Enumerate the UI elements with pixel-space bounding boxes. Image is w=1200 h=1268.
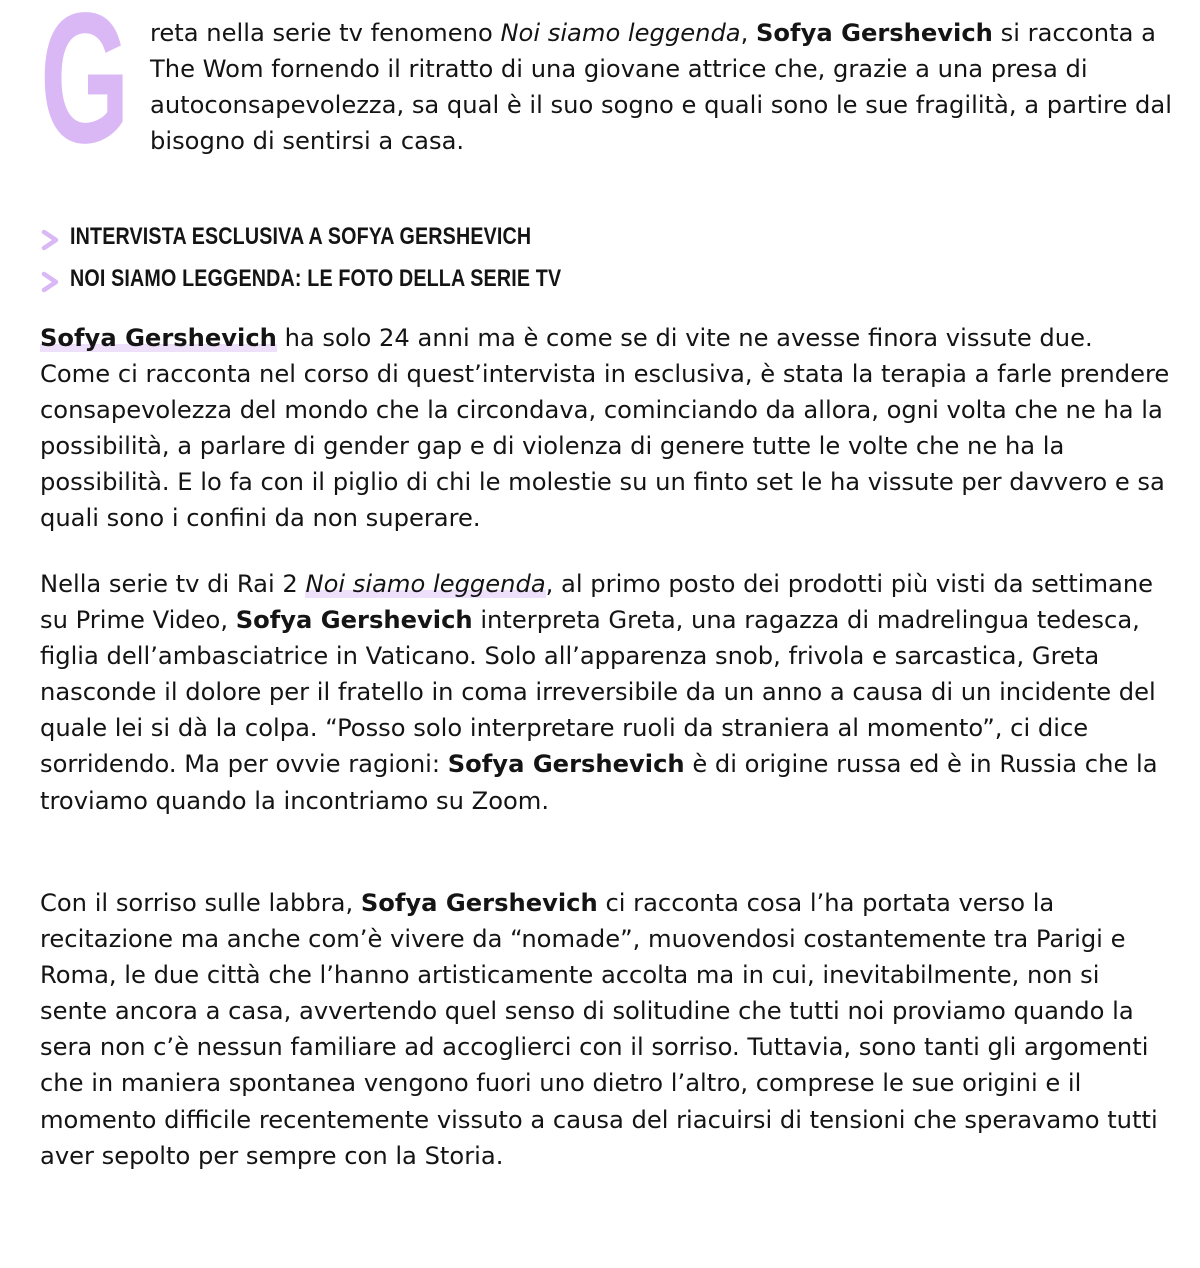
body-paragraph-2	[40, 566, 1170, 819]
chevron-right-icon	[40, 228, 62, 252]
actress-name: Sofya Gershevich	[360, 889, 598, 917]
actress-name: Sofya Gershevich	[756, 19, 993, 47]
drop-cap: G	[40, 0, 129, 182]
series-title-link: Noi siamo leggenda	[500, 19, 741, 47]
intro-paragraph	[150, 15, 1172, 159]
series-title-link[interactable]: Noi siamo leggenda	[305, 570, 546, 598]
actress-name: Sofya Gershevich	[447, 750, 685, 779]
paragraph-text: Nella serie tv di Rai 2	[40, 570, 306, 598]
actress-name: Sofya Gershevich	[235, 606, 473, 635]
related-link-photos[interactable]	[40, 258, 840, 300]
article	[40, 0, 1172, 1170]
actress-name-link[interactable]: Sofya Gershevich	[40, 324, 277, 352]
body-paragraph-3	[40, 885, 1170, 1174]
intro-text-1: reta nella serie tv fenomeno	[150, 19, 501, 47]
paragraph-text: ci racconta cosa l’ha portata verso la recitazione ma anche com’è vivere da “nomade”, muovendosi costantemente tra Parigi e Roma, le due città che l’hanno artisticamente accolta ma in cui, inevitabilmente, non si sente ancora a casa, avvertendo quel senso di solitudine che tutti noi proviamo quando la sera non c’è nessun familiare ad accoglierci con il sorriso. Tuttavia, sono tanti gli argomenti che in maniera spontanea vengono fuori uno dietro l’altro, comprese le sue origini e il momento difficile recentemente vissuto a causa del riacuirsi di tensioni che speravamo tutti aver sepolto per sempre con la Storia.	[40, 889, 1158, 1170]
paragraph-text: interpreta Greta, una ragazza di madrelingua tedesca, figlia dell’ambasciatrice in Vaticano. Solo all’apparenza snob, frivola e sarcastica, Greta nasconde il dolore per il fratello in coma irreversibile da un anno a causa di un incidente del quale lei si dà la colpa. “Posso solo interpretare ruoli da straniera al momento”, ci dice sorridendo. Ma per ovvie ragioni:	[40, 606, 1156, 779]
body-paragraph-1	[40, 320, 1170, 537]
related-links	[40, 216, 840, 300]
paragraph-text: , al primo posto dei prodotti più visti da settimane su Prime Video,	[40, 570, 1154, 635]
paragraph-text: Con il sorriso sulle labbra,	[40, 889, 361, 917]
intro-text-2: ,	[740, 19, 757, 47]
intro-text-3: si racconta a The Wom fornendo il ritratto di una giovane attrice che, grazie a una presa di autoconsapevolezza, sa qual è il suo sogno e quali sono le sue fragilità, a partire dal bisogno di sentirsi a casa.	[150, 19, 1172, 155]
intro-section	[40, 0, 1170, 180]
related-link-interview[interactable]	[40, 216, 840, 258]
paragraph-text: è di origine russa ed è in Russia che la troviamo quando la incontriamo su Zoom.	[40, 750, 1158, 815]
related-link-label[interactable]: INTERVISTA ESCLUSIVA A SOFYA GERSHEVICH	[70, 223, 532, 250]
paragraph-text: ha solo 24 anni ma è come se di vite ne avesse finora vissute due. Come ci racconta nel corso di quest’intervista in esclusiva, è stata la terapia a farle prendere consapevolezza del mondo che la circondava, cominciando da allora, ogni volta che ne ha la possibilità, a parlare di gender gap e di violenza di genere tutte le volte che ne ha la possibilità. E lo fa con il piglio di chi le molestie su un finto set le ha vissute per davvero e sa quali sono i confini da non superare.	[40, 324, 1170, 533]
chevron-right-icon	[40, 270, 62, 294]
related-link-label[interactable]: NOI SIAMO LEGGENDA: LE FOTO DELLA SERIE TV	[70, 265, 562, 292]
